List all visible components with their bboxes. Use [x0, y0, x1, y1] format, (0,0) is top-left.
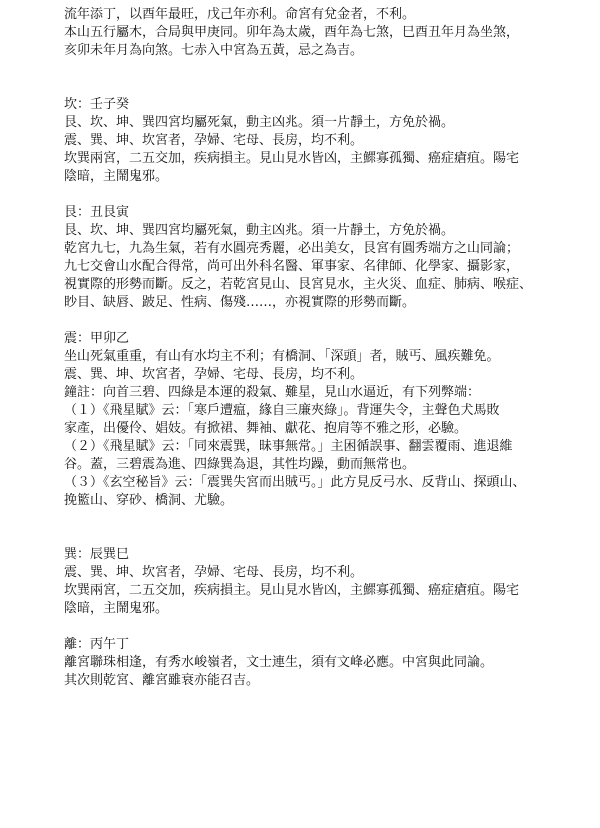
text-line: 視實際的形勢而斷。反之，若乾宮見山、艮宮見水，主火災、血症、肺病、喉症、: [64, 277, 533, 292]
text-line: 亥卯未年月為向煞。七赤入中宮為五黃，忌之為吉。: [64, 43, 364, 58]
text-line: 陰暗，主鬧鬼邪。: [64, 169, 169, 184]
text-line: 離宮聯珠相逢，有秀水峻嶺者，文士連生，須有文峰必應。中宮與此同論。: [64, 655, 494, 670]
text-line: 家產，出優伶、娼妓。有掀裙、舞袖、獻花、抱肩等不雅之形，必驗。: [64, 421, 468, 436]
section-block: [64, 330, 584, 510]
text-line: 震、巽、坤、坎宮者，孕婦、宅母、長房，均不利。: [64, 367, 364, 382]
section-heading: 坎：壬子癸: [64, 97, 130, 112]
text-line: （１）《飛星賦》云：「寒戶遭瘟，緣自三廉夾綠」。背運失令，主聲色犬馬敗: [64, 403, 500, 418]
text-line: 本山五行屬木，合局與甲庚同。卯年為太歲，酉年為七煞，巳酉丑年月為坐煞，: [64, 25, 520, 40]
text-line: 谷。蓋，三碧震為進、四綠巽為退，其性均躁，動而無常也。: [64, 457, 416, 472]
paragraph-gap: [64, 312, 584, 330]
text-line: 震、巽、坤、坎宮者，孕婦、宅母、長房，均不利。: [64, 565, 364, 580]
section-heading: 艮：丑艮寅: [64, 205, 130, 220]
text-line: 震、巽、坤、坎宮者，孕婦、宅母、長房，均不利。: [64, 133, 364, 148]
paragraph-gap: [64, 78, 584, 96]
section-heading: 震：甲卯乙: [64, 331, 130, 346]
text-line: 鐘註：向首三碧、四綠是本運的殺氣、難星，見山水逼近，有下列弊端：: [64, 385, 481, 400]
text-line: 九七交會山水配合得常，尚可出外科名醫、軍事家、名律師、化學家、攝影家，: [64, 259, 520, 274]
paragraph-gap: [64, 60, 584, 78]
section-block: [64, 546, 584, 618]
text-line: 挽籃山、穿砂、橋洞、尤驗。: [64, 493, 234, 508]
text-line: 坐山死氣重重，有山有水均主不利；有橋洞、「深頭」者，賊丐、風疾難免。: [64, 349, 500, 364]
section-block: [64, 636, 584, 690]
text-line: 艮、坎、坤、巽四宮均屬死氣，動主凶兆。須一片靜土，方免於禍。: [64, 115, 455, 130]
section-heading: 巽：辰巽巳: [64, 547, 130, 562]
text-line: 坎巽兩宮，二五交加，疾病損主。見山見水皆凶，主鰥寡孤獨、癌症瘡疽。陽宅: [64, 583, 520, 598]
text-line: 坎巽兩宮，二五交加，疾病損主。見山見水皆凶，主鰥寡孤獨、癌症瘡疽。陽宅: [64, 151, 520, 166]
paragraph-gap: [64, 618, 584, 636]
text-line: 流年添丁，以酉年最旺，戊己年亦利。命宮有兌金者，不利。: [64, 7, 416, 22]
section-block: [64, 204, 584, 312]
text-line: 陰暗，主鬧鬼邪。: [64, 601, 169, 616]
paragraph-gap: [64, 186, 584, 204]
text-line: （２）《飛星賦》云：「同來震巽，昧事無常。」主困循誤事、翻雲覆雨、進退維: [64, 439, 513, 454]
section-block: [64, 96, 584, 186]
text-line: 乾宮九七，九為生氣，若有水圓亮秀麗，必出美女，艮宮有圓秀端方之山同論；: [64, 241, 520, 256]
paragraph-gap: [64, 528, 584, 546]
intro-paragraph: [64, 6, 584, 60]
document-page: [64, 6, 584, 690]
text-line: 艮、坎、坤、巽四宮均屬死氣，動主凶兆。須一片靜土，方免於禍。: [64, 223, 455, 238]
text-line: （３）《玄空秘旨》云：「震巽失宮而出賊丐。」此方見反弓水、反背山、探頭山、: [64, 475, 526, 490]
text-line: 其次則乾宮、離宮雖衰亦能召吉。: [64, 673, 260, 688]
paragraph-gap: [64, 510, 584, 528]
section-heading: 離：丙午丁: [64, 637, 130, 652]
text-line: 眇目、缺唇、跛足、性病、傷殘……，亦視實際的形勢而斷。: [64, 295, 416, 310]
